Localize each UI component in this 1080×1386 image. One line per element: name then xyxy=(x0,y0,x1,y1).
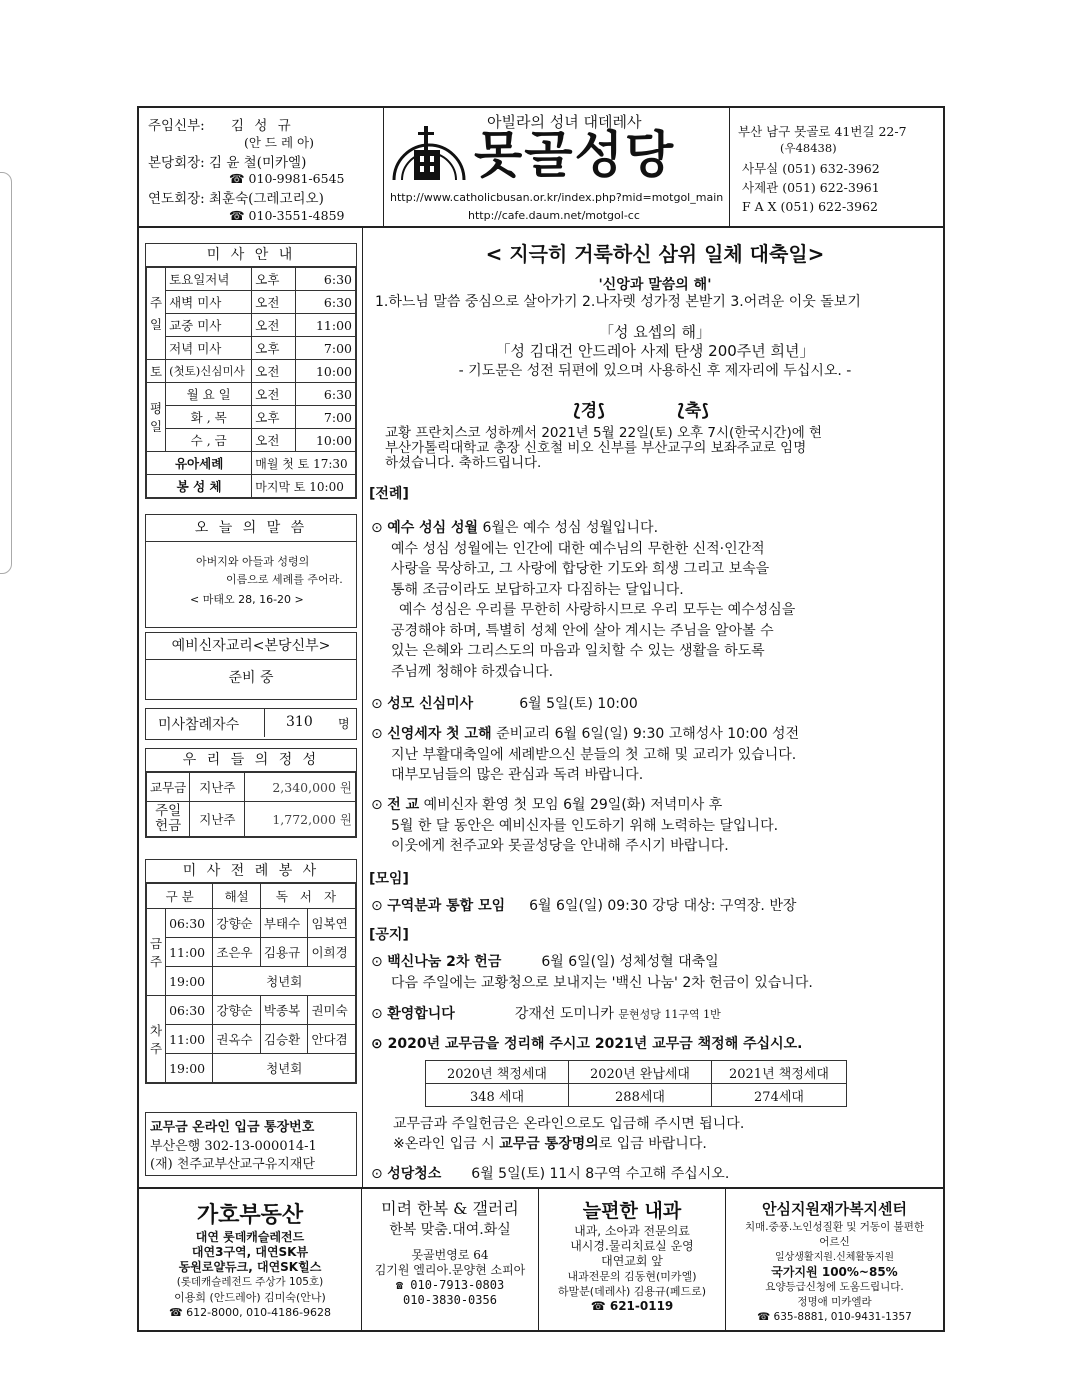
catechism-box xyxy=(145,632,357,700)
mass-ampm: 오전 xyxy=(252,429,296,452)
league-president-phone: ☎ 010-3551-4859 xyxy=(229,208,345,223)
parish-dues-table xyxy=(425,1060,847,1107)
offering-label: 교무금 xyxy=(147,773,190,802)
commentator: 권옥수 xyxy=(213,1025,261,1054)
feast-title: < 지극히 거룩하신 삼위 일체 대축일> xyxy=(485,242,825,266)
table-row xyxy=(147,1025,356,1054)
table-row xyxy=(147,337,356,360)
table-row xyxy=(147,475,356,498)
ad-line: 대연3구역, 대연SK뷰 xyxy=(191,1245,309,1259)
item-title: 구역분과 통합 모임 xyxy=(387,898,506,914)
bullet-icon: ⊙ xyxy=(371,696,388,712)
office-phone: 사무실 (051) 632-3962 xyxy=(742,161,880,176)
item-title: 성당청소 xyxy=(387,1166,442,1182)
mass-name: 월 요 일 xyxy=(166,383,252,406)
bullet-icon: ⊙ xyxy=(371,1036,388,1052)
church-cleaning-item xyxy=(371,1164,729,1185)
year-theme: '신앙과 말씀의 해' xyxy=(598,277,712,293)
ad-line: 내과, 소아과 전문의료 xyxy=(574,1224,690,1238)
ad-line: 국가지원 100%~85% xyxy=(771,1265,898,1279)
district-meeting-item xyxy=(371,896,796,917)
reader: 부태수 xyxy=(260,909,308,938)
mass-name: 저녁 미사 xyxy=(166,337,252,360)
header-staff xyxy=(139,108,383,226)
table-row xyxy=(147,291,356,314)
service-time: 19:00 xyxy=(166,1054,213,1083)
mass-time: 7:00 xyxy=(295,406,355,429)
service-time: 11:00 xyxy=(166,1025,213,1054)
service-time: 06:30 xyxy=(166,996,213,1025)
service-time: 19:00 xyxy=(166,967,213,996)
welcome-item xyxy=(371,1004,721,1026)
mass-ampm: 오전 xyxy=(252,383,296,406)
online-payment-line2 xyxy=(393,1134,707,1155)
marian-mass-item xyxy=(371,694,638,715)
ad-phone: ☎ 612-8000, 010-4186-9628 xyxy=(168,1306,332,1319)
vaccine-offering-item xyxy=(371,952,813,993)
service-time: 06:30 xyxy=(166,909,213,938)
mass-time: 6:30 xyxy=(295,383,355,406)
group-label: 금주 xyxy=(147,909,166,996)
parish-dues-item xyxy=(371,1034,803,1055)
mass-name: 새벽 미사 xyxy=(166,291,252,314)
item-line: 공경해야 하며, 특별히 성체 안에 살아 계시는 주님을 알아볼 수 xyxy=(391,622,774,639)
ad-phone: ☎ 635-8881, 010-9431-1357 xyxy=(757,1311,912,1323)
commentator: 강향순 xyxy=(213,909,261,938)
congrats-text xyxy=(385,426,822,471)
reader: 김승환 xyxy=(260,1025,308,1054)
mass-schedule-table xyxy=(146,267,356,498)
kim-jubilee: 「성 김대건 안드레아 사제 탄생 200주년 희년」 xyxy=(495,342,815,360)
section-liturgy: [전례] xyxy=(369,486,409,502)
benediction-value: 마지막 토 10:00 xyxy=(252,475,356,498)
table-row xyxy=(147,1054,356,1083)
commentator: 조은우 xyxy=(213,938,261,967)
dues-value: 348 세대 xyxy=(426,1084,569,1107)
reader: 안다겸 xyxy=(308,1025,356,1054)
attendance-label: 미사참례자수 xyxy=(158,717,240,733)
table-row xyxy=(147,406,356,429)
ad-line: 어르신 xyxy=(819,1236,850,1248)
column-header: 해설 xyxy=(213,884,261,909)
ad-line: 대연교회 앞 xyxy=(601,1254,663,1268)
table-row xyxy=(147,314,356,337)
ad-line: (롯데캐슬레전드 주상가 105호) xyxy=(176,1276,324,1288)
online-text-bold: 교무금 통장명의 xyxy=(499,1136,599,1152)
evangelization-item xyxy=(371,795,778,857)
item-line: 대부모님들의 많은 관심과 독려 바랍니다. xyxy=(391,767,644,783)
table-row xyxy=(147,938,356,967)
website-link[interactable]: http://www.catholicbusan.or.kr/index.php?mid=motgol_main xyxy=(390,191,724,204)
group-label: 차주 xyxy=(147,996,166,1083)
item-line: 주님께 청해야 하겠습니다. xyxy=(391,663,554,680)
ad-line: 요양등급신청에 도움드립니다. xyxy=(765,1281,904,1293)
word-line2: 이름으로 세례를 주어라. xyxy=(226,573,343,586)
mass-time: 10:00 xyxy=(295,429,355,452)
item-title: 예수 성심 성월 xyxy=(387,520,479,536)
table-row xyxy=(147,909,356,938)
offering-table xyxy=(146,772,356,837)
mass-ampm: 오전 xyxy=(252,314,296,337)
ad-line: 동원로얄듀크, 대연SK힐스 xyxy=(178,1260,322,1274)
bank-account-holder: (재) 천주교부산교구유지재단 xyxy=(150,1157,315,1172)
bulletin-page xyxy=(137,106,945,1332)
item-line: 통해 조금이라도 보답하고자 다짐하는 달입니다. xyxy=(391,581,684,598)
table-row xyxy=(147,884,356,909)
item-line: 예수 성심은 우리를 무한히 사랑하시므로 우리 모두는 예수성심을 xyxy=(399,602,796,618)
mass-name: 화 , 목 xyxy=(166,406,252,429)
congrats-line: 하셨습니다. 축하드립니다. xyxy=(385,455,542,471)
table-row xyxy=(147,967,356,996)
item-title: 환영합니다 xyxy=(387,1006,455,1022)
reader: 임복연 xyxy=(308,909,356,938)
benediction-label: 봉 성 체 xyxy=(147,475,252,498)
bank-account-number: 부산은행 302-13-000014-1 xyxy=(150,1139,317,1154)
column-header: 2021년 책정세대 xyxy=(712,1061,847,1084)
table-row xyxy=(147,429,356,452)
congrats-line: 부산가톨릭대학교 총장 신호철 비오 신부를 부산교구의 보좌주교로 임명 xyxy=(385,440,807,456)
year-of-joseph: 「성 요셉의 해」 xyxy=(599,323,711,341)
address: 부산 남구 못골로 41번길 22-7 xyxy=(738,124,907,139)
table-row xyxy=(147,996,356,1025)
header-contact xyxy=(730,108,943,226)
online-text: 로 입금 바랍니다. xyxy=(598,1136,707,1152)
congrats-right: ⟅축⟆ xyxy=(677,401,709,421)
ad-line: 하말분(데레사) 김용규(페드로) xyxy=(557,1285,707,1298)
word-reference: < 마태오 28, 16-20 > xyxy=(190,593,304,606)
ad-line: 일상생활지원.신체활동지원 xyxy=(774,1252,895,1263)
ad-line: 치매.중풍.노인성질환 및 거동이 불편한 xyxy=(745,1221,924,1233)
bullet-icon: ⊙ xyxy=(371,1006,388,1022)
mass-time: 7:00 xyxy=(295,337,355,360)
column-header: 2020년 완납세대 xyxy=(569,1061,712,1084)
attendance-unit: 명 xyxy=(338,717,350,731)
item-lead: 6월 6일(일) 09:30 강당 대상: 구역장. 반장 xyxy=(529,898,797,914)
mass-time: 6:30 xyxy=(295,268,355,291)
bank-title: 교무금 온라인 입금 통장번호 xyxy=(150,1120,315,1135)
mass-ampm: 오전 xyxy=(252,291,296,314)
item-line: 있는 은혜와 그리스도의 마음과 일치할 수 있는 생활을 하도록 xyxy=(391,643,765,659)
mass-name: 수 , 금 xyxy=(166,429,252,452)
table-row xyxy=(147,773,356,802)
ad-line: 못골번영로 64 xyxy=(411,1248,489,1262)
postal-code: (우48438) xyxy=(780,141,837,155)
ad-title: 늘편한 내과 xyxy=(582,1200,682,1222)
item-line: 이웃에게 천주교와 못골성당을 안내해 주시기 바랍니다. xyxy=(391,838,729,854)
side-scroll-handle[interactable] xyxy=(0,172,12,574)
item-line: 5월 한 달 동안은 예비신자를 인도하기 위해 노력하는 달입니다. xyxy=(391,817,779,834)
online-text: ※온라인 입금 시 xyxy=(393,1136,500,1152)
bulletin-header xyxy=(139,108,943,228)
bullet-icon: ⊙ xyxy=(371,954,388,970)
ad-phone: ☎ 621-0119 xyxy=(590,1299,674,1313)
attendance-box xyxy=(145,708,357,740)
mass-ampm: 오전 xyxy=(252,360,296,383)
league-president: 연도회장: 최훈숙(그레고리오) xyxy=(148,191,324,207)
main-content xyxy=(367,228,943,1186)
liturgy-service-table xyxy=(146,883,356,1083)
item-lead: 6월 5일(토) 11시 8구역 수고해 주십시오. xyxy=(471,1166,730,1182)
catechism-value: 준비 중 xyxy=(228,670,274,686)
pastor-label: 주임신부: xyxy=(148,118,205,134)
item-line: 사랑을 묵상하고, 그 사랑에 합당한 기도와 희생 그리고 보속을 xyxy=(391,561,770,577)
reader: 이희경 xyxy=(308,938,356,967)
infant-baptism-label: 유아세례 xyxy=(147,452,252,475)
item-lead: 6월 6일(일) 성체성혈 대축일 xyxy=(541,954,719,970)
mass-name: 교중 미사 xyxy=(166,314,252,337)
offering-label: 주일헌금 xyxy=(147,802,190,837)
first-confession-item xyxy=(371,724,799,786)
youth-group: 청년회 xyxy=(213,967,356,996)
attendance-value: 310 xyxy=(286,714,313,730)
newcomer-name: 강재선 도미니카 xyxy=(514,1006,614,1022)
congrats-line: 교황 프란치스코 성하께서 2021년 5월 22일(토) 오후 7시(한국시간)에 현 xyxy=(385,425,823,441)
ad-phone: ☎ 010-7913-0803 xyxy=(395,1278,505,1292)
item-lead: 준비교리 6월 6일(일) 9:30 고해성사 10:00 성전 xyxy=(496,726,800,742)
newcomer-detail: 문현성당 11구역 1반 xyxy=(618,1008,721,1021)
table-row xyxy=(147,452,356,475)
table-row xyxy=(426,1084,847,1107)
liturgy-service-title: 미 사 전 례 봉 사 xyxy=(146,860,356,883)
cafe-link[interactable]: http://cafe.daum.net/motgol-cc xyxy=(468,209,640,222)
todays-word-title: 오 늘 의 말 씀 xyxy=(146,515,356,542)
mass-schedule-box xyxy=(145,243,357,499)
offering-period: 지난주 xyxy=(190,773,245,802)
item-line: 예수 성심 성월에는 인간에 대한 예수님의 무한한 신적·인간적 xyxy=(391,540,765,557)
bullet-icon: ⊙ xyxy=(371,797,388,813)
ad-line: 대연 롯데캐슬레전드 xyxy=(195,1230,305,1244)
pastor-name: 김 성 규 xyxy=(231,118,294,134)
offering-period: 지난주 xyxy=(190,802,245,837)
mass-schedule-title: 미 사 안 내 xyxy=(146,244,356,267)
table-row xyxy=(147,802,356,837)
mass-time: 10:00 xyxy=(295,360,355,383)
mass-ampm: 오후 xyxy=(252,406,296,429)
mass-ampm: 오후 xyxy=(252,268,296,291)
column-header: 독 서 자 xyxy=(260,884,355,909)
ad-line: 내시경.물리치료실 운영 xyxy=(570,1239,694,1253)
parish-subtitle: 아빌라의 성녀 대데레사 xyxy=(487,113,642,131)
item-title: 2020년 교무금을 정리해 주시고 2021년 교무금 책정해 주십시오. xyxy=(387,1036,803,1052)
mass-time: 6:30 xyxy=(295,291,355,314)
table-row xyxy=(147,360,356,383)
commentator: 강향순 xyxy=(213,996,261,1025)
ad-line: 정명애 미카엘라 xyxy=(797,1296,872,1308)
mass-time: 11:00 xyxy=(295,314,355,337)
ad-line: 이용희 (안드레아) 김미숙(안나) xyxy=(174,1291,326,1304)
column-header: 구 분 xyxy=(147,884,213,909)
prayer-notice: - 기도문은 성전 뒤편에 있으며 사용하신 후 제자리에 두십시오. - xyxy=(458,363,852,379)
service-time: 11:00 xyxy=(166,938,213,967)
ad-real-estate xyxy=(139,1188,361,1332)
section-notice: [공지] xyxy=(369,927,409,943)
ad-title: 가호부동산 xyxy=(196,1203,304,1228)
online-payment-line1: 교무금과 주일헌금은 온라인으로도 입금해 주시면 됩니다. xyxy=(393,1116,745,1132)
item-lead: 6월은 예수 성심 성월입니다. xyxy=(482,520,659,536)
reader: 박종복 xyxy=(260,996,308,1025)
offering-amount: 1,772,000 원 xyxy=(245,802,356,837)
ad-title: 안심지원재가복지센터 xyxy=(762,1200,907,1218)
pastoral-goals: 1.하느님 말씀 중심으로 살아가기 2.나자렛 성가정 본받기 3.어려운 이웃 돌보기 xyxy=(375,294,861,310)
table-row xyxy=(147,383,356,406)
bank-account-box xyxy=(145,1112,357,1176)
reader: 김용규 xyxy=(260,938,308,967)
rectory-phone: 사제관 (051) 622-3961 xyxy=(742,180,880,195)
dues-value: 288세대 xyxy=(569,1084,712,1107)
liturgy-service-box xyxy=(145,859,357,1084)
bullet-icon: ⊙ xyxy=(371,1166,388,1182)
reader: 권미숙 xyxy=(308,996,356,1025)
congrats-left-text: 경 xyxy=(580,401,598,421)
item-title: 백신나눔 2차 헌금 xyxy=(387,954,502,970)
item-lead: 6월 5일(토) 10:00 xyxy=(519,696,638,712)
column-header: 2020년 책정세대 xyxy=(426,1061,569,1084)
table-row xyxy=(426,1061,847,1084)
sacred-heart-item xyxy=(371,518,795,682)
dues-value: 274세대 xyxy=(712,1084,847,1107)
bullet-icon: ⊙ xyxy=(371,898,388,914)
congrats-left: ⟅경⟆ xyxy=(573,401,605,421)
parish-president-phone: ☎ 010-9981-6545 xyxy=(229,171,345,186)
infant-baptism-value: 매월 첫 토 17:30 xyxy=(252,452,356,475)
saturday-label: 토 xyxy=(147,360,166,383)
offering-title: 우 리 들 의 정 성 xyxy=(146,749,356,772)
youth-group: 청년회 xyxy=(213,1054,356,1083)
ad-line: 내과전문의 김동현(미카엘) xyxy=(567,1270,697,1283)
fax-number: F A X (051) 622-3962 xyxy=(742,199,878,214)
ad-phone: 010-3830-0356 xyxy=(403,1293,497,1307)
church-logo-icon xyxy=(390,122,468,182)
mass-ampm: 오후 xyxy=(252,337,296,360)
offering-box xyxy=(145,748,357,838)
congrats-right-text: 축 xyxy=(684,401,702,421)
item-title: 신영세자 첫 고해 xyxy=(387,726,492,742)
weekday-label: 평일 xyxy=(147,383,166,452)
header-title-block xyxy=(384,108,729,226)
word-line1: 아버지와 아들과 성령의 xyxy=(196,555,310,568)
ad-clinic xyxy=(539,1188,725,1332)
todays-word-box xyxy=(145,514,357,628)
pastor-baptismal: (안 드 레 아) xyxy=(244,135,314,150)
item-line: 지난 부활대축일에 세례받으신 분들의 첫 고해 및 교리가 있습니다. xyxy=(391,746,797,763)
section-meeting: [모임] xyxy=(369,871,409,887)
mass-name: 토요일저녁 xyxy=(166,268,252,291)
bullet-icon: ⊙ xyxy=(371,520,388,536)
ad-title: 미려 한복 & 갤러리 xyxy=(381,1199,519,1218)
parish-title: 못골성당 xyxy=(474,126,676,184)
sunday-label: 주일 xyxy=(147,268,166,360)
bullet-icon: ⊙ xyxy=(371,726,388,742)
item-title: 성모 신심미사 xyxy=(387,696,474,712)
item-title: 전 교 xyxy=(387,797,420,813)
item-lead: 예비신자 환영 첫 모임 6월 29일(화) 저녁미사 후 xyxy=(423,797,723,813)
catechism-title: 예비신자교리<본당신부> xyxy=(146,633,356,660)
mass-name: (첫토)신심미사 xyxy=(166,360,252,383)
table-row xyxy=(147,268,356,291)
ad-line: 한복 맞춤.대여.화실 xyxy=(389,1222,511,1238)
parish-president: 본당회장: 김 윤 철(미카엘) xyxy=(148,155,307,171)
item-line: 다음 주일에는 교황청으로 보내지는 '백신 나눔' 2차 헌금이 있습니다. xyxy=(391,974,813,991)
ad-hanbok xyxy=(362,1188,538,1332)
ad-welfare-center xyxy=(726,1188,943,1332)
ad-line: 김기원 엘리아.문양현 소피아 xyxy=(374,1263,526,1277)
offering-amount: 2,340,000 원 xyxy=(245,773,356,802)
